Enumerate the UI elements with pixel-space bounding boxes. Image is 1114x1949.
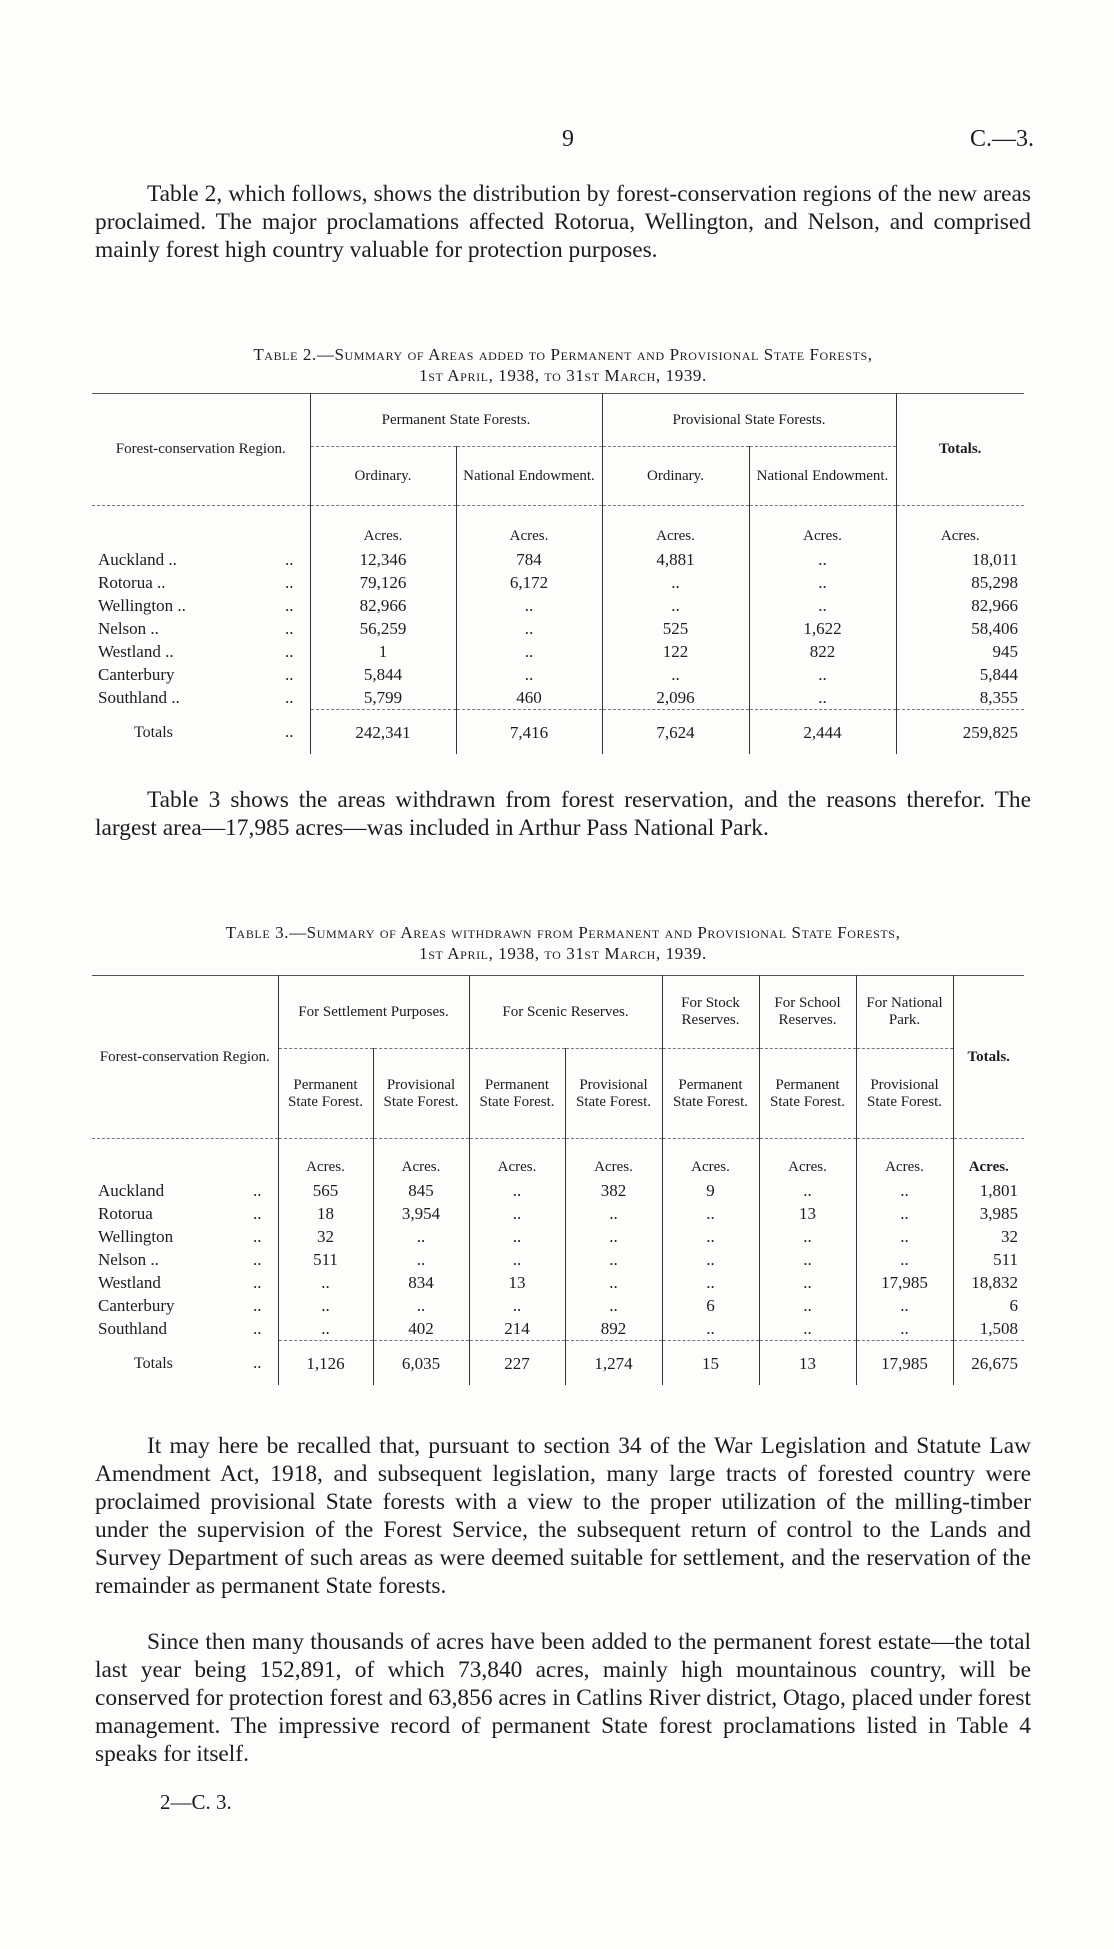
value-cell: ..: [278, 1294, 373, 1317]
value-cell: ..: [662, 1271, 759, 1294]
value-cell: 82,966: [896, 594, 1024, 617]
value-cell: ..: [565, 1202, 662, 1225]
value-cell: ..: [373, 1225, 469, 1248]
value-cell: 892: [565, 1317, 662, 1341]
middle-paragraph-text: Table 3 shows the areas withdrawn from forest reservation, and the reasons therefor. The largest area—17,985 acres—was included in Arthur Pass National Park.: [95, 787, 1031, 841]
value-cell: ..: [662, 1225, 759, 1248]
table2-header-region: Forest-conservation Region.: [92, 394, 310, 506]
total-cell: 6,035: [373, 1341, 469, 1386]
value-cell: 12,346: [310, 548, 456, 571]
paragraph-4: [95, 1628, 1031, 1768]
value-cell: ..: [456, 617, 602, 640]
table3: [92, 975, 1024, 1385]
footer-signature: 2—C. 3.: [160, 1790, 232, 1814]
value-cell: ..: [602, 663, 749, 686]
table-row: [92, 571, 1024, 594]
total-cell: 1,126: [278, 1341, 373, 1386]
value-cell: 5,844: [310, 663, 456, 686]
value-cell: ..: [469, 1248, 565, 1271]
region-cell: Auckland .. ..: [98, 550, 294, 569]
value-cell: ..: [469, 1179, 565, 1202]
region-cell: Westland .. ..: [98, 642, 294, 661]
table2-unit: Acres.: [310, 506, 456, 549]
value-cell: ..: [278, 1317, 373, 1341]
value-cell: ..: [749, 571, 896, 594]
region-cell: Auckland ..: [98, 1181, 262, 1200]
table3-caption: [95, 922, 1031, 964]
value-cell: ..: [278, 1271, 373, 1294]
value-cell: ..: [759, 1179, 856, 1202]
table3-unit: Acres.: [759, 1139, 856, 1180]
table3-caption-line2: 1st April, 1938, to 31st March, 1939.: [419, 944, 707, 963]
table2-header-permanent: Permanent State Forests.: [310, 394, 602, 447]
total-cell: 259,825: [896, 710, 1024, 755]
value-cell: 6,172: [456, 571, 602, 594]
value-cell: ..: [759, 1225, 856, 1248]
totals-label-cell: Totals ..: [134, 721, 294, 741]
table2-header-ordinary-provisional: Ordinary.: [602, 447, 749, 506]
region-cell: Canterbury ..: [98, 665, 294, 684]
value-cell: 6: [662, 1294, 759, 1317]
value-cell: 1,622: [749, 617, 896, 640]
region-cell: Rotorua ..: [98, 1204, 262, 1223]
total-cell: 7,416: [456, 710, 602, 755]
value-cell: 56,259: [310, 617, 456, 640]
region-cell: Wellington .. ..: [98, 596, 294, 615]
table2-totals-row: [92, 710, 1024, 755]
value-cell: 18,832: [953, 1271, 1024, 1294]
value-cell: 85,298: [896, 571, 1024, 594]
value-cell: ..: [565, 1294, 662, 1317]
paragraph-3: [95, 1432, 1031, 1600]
intro-paragraph-text: Table 2, which follows, shows the distribution by forest-conservation regions of the new areas proclaimed. The major proclamations affected Rotorua, Wellington, and Nelson, and comprised mainly forest high country valuable for protection purposes.: [95, 181, 1031, 263]
table3-totals-row: [92, 1341, 1024, 1386]
value-cell: ..: [456, 594, 602, 617]
value-cell: ..: [602, 594, 749, 617]
value-cell: ..: [856, 1225, 953, 1248]
table3-unit: Acres.: [278, 1139, 373, 1180]
value-cell: ..: [373, 1294, 469, 1317]
table3-header-perm: Permanent State Forest.: [278, 1049, 373, 1139]
total-cell: 227: [469, 1341, 565, 1386]
table2-caption-line2: 1st April, 1938, to 31st March, 1939.: [419, 366, 707, 385]
value-cell: ..: [749, 686, 896, 710]
value-cell: ..: [469, 1202, 565, 1225]
value-cell: 3,954: [373, 1202, 469, 1225]
value-cell: 5,844: [896, 663, 1024, 686]
table2-caption: [95, 344, 1031, 386]
value-cell: ..: [469, 1294, 565, 1317]
value-cell: ..: [749, 663, 896, 686]
table3-header-park: For National Park.: [856, 976, 953, 1049]
table3-unit: Acres.: [856, 1139, 953, 1180]
value-cell: ..: [456, 663, 602, 686]
value-cell: 6: [953, 1294, 1024, 1317]
region-cell: Wellington ..: [98, 1227, 262, 1246]
table3-header-region: Forest-conservation Region.: [92, 976, 278, 1139]
value-cell: ..: [856, 1202, 953, 1225]
table-row: [92, 1202, 1024, 1225]
table3-unit: Acres.: [373, 1139, 469, 1180]
table3-header-perm: Permanent State Forest.: [662, 1049, 759, 1139]
value-cell: ..: [565, 1225, 662, 1248]
value-cell: 402: [373, 1317, 469, 1341]
table3-header-prov: Provisional State Forest.: [856, 1049, 953, 1139]
middle-paragraph: [95, 786, 1031, 842]
value-cell: ..: [469, 1225, 565, 1248]
table2-caption-line1: Table 2.—Summary of Areas added to Permanent and Provisional State Forests,: [253, 345, 873, 364]
value-cell: ..: [602, 571, 749, 594]
value-cell: ..: [749, 548, 896, 571]
region-cell: Nelson .. ..: [98, 1250, 262, 1269]
table3-header-perm: Permanent State Forest.: [469, 1049, 565, 1139]
value-cell: 460: [456, 686, 602, 710]
table3-header-totals: Totals.: [953, 976, 1024, 1139]
table-row: [92, 640, 1024, 663]
value-cell: 1: [310, 640, 456, 663]
value-cell: 4,881: [602, 548, 749, 571]
total-cell: 17,985: [856, 1341, 953, 1386]
value-cell: 5,799: [310, 686, 456, 710]
table-row: [92, 663, 1024, 686]
value-cell: 834: [373, 1271, 469, 1294]
value-cell: 1,801: [953, 1179, 1024, 1202]
table2-header-ordinary: Ordinary.: [310, 447, 456, 506]
table3-unit: Acres.: [662, 1139, 759, 1180]
value-cell: 525: [602, 617, 749, 640]
table-row: [92, 617, 1024, 640]
value-cell: 17,985: [856, 1271, 953, 1294]
table2-header-totals: Totals.: [896, 394, 1024, 506]
region-cell: Rotorua .. ..: [98, 573, 294, 592]
table-row: [92, 686, 1024, 710]
value-cell: 511: [953, 1248, 1024, 1271]
region-cell: Nelson .. ..: [98, 619, 294, 638]
value-cell: 79,126: [310, 571, 456, 594]
value-cell: 32: [278, 1225, 373, 1248]
table3-header-perm: Permanent State Forest.: [759, 1049, 856, 1139]
value-cell: 58,406: [896, 617, 1024, 640]
table-row: [92, 1248, 1024, 1271]
value-cell: 13: [759, 1202, 856, 1225]
total-cell: 13: [759, 1341, 856, 1386]
table3-header-prov: Provisional State Forest.: [565, 1049, 662, 1139]
value-cell: ..: [662, 1317, 759, 1341]
value-cell: 945: [896, 640, 1024, 663]
value-cell: ..: [856, 1294, 953, 1317]
table3-unit: Acres.: [469, 1139, 565, 1180]
value-cell: 214: [469, 1317, 565, 1341]
value-cell: ..: [456, 640, 602, 663]
table-row: [92, 1317, 1024, 1341]
value-cell: ..: [565, 1248, 662, 1271]
table3-header-settlement: For Settlement Purposes.: [278, 976, 469, 1049]
value-cell: ..: [565, 1271, 662, 1294]
value-cell: 511: [278, 1248, 373, 1271]
value-cell: 82,966: [310, 594, 456, 617]
value-cell: 784: [456, 548, 602, 571]
value-cell: 9: [662, 1179, 759, 1202]
page-number: 9: [562, 126, 574, 152]
value-cell: 18,011: [896, 548, 1024, 571]
value-cell: 8,355: [896, 686, 1024, 710]
value-cell: 32: [953, 1225, 1024, 1248]
total-cell: 26,675: [953, 1341, 1024, 1386]
value-cell: ..: [662, 1248, 759, 1271]
value-cell: ..: [373, 1248, 469, 1271]
table3-header-school: For School Reserves.: [759, 976, 856, 1049]
value-cell: 18: [278, 1202, 373, 1225]
total-cell: 2,444: [749, 710, 896, 755]
value-cell: ..: [856, 1317, 953, 1341]
value-cell: 1,508: [953, 1317, 1024, 1341]
value-cell: ..: [749, 594, 896, 617]
value-cell: 565: [278, 1179, 373, 1202]
totals-label-cell: Totals ..: [134, 1352, 262, 1372]
value-cell: 3,985: [953, 1202, 1024, 1225]
value-cell: ..: [856, 1248, 953, 1271]
region-cell: Southland .. ..: [98, 688, 294, 708]
value-cell: 122: [602, 640, 749, 663]
paragraph-3-text: It may here be recalled that, pursuant to section 34 of the War Legislation and Statute Law Amendment Act, 1918, and subsequent legislation, many large tracts of forested country were proclaimed provisional State forests with a view to the proper utilization of the milling-timber under the supervision of the Forest Service, the subsequent return of control to the Lands and Survey Department of such areas as were deemed suitable for settlement, and the reservation of the remainder as permanent State forests.: [95, 1433, 1031, 1599]
value-cell: 822: [749, 640, 896, 663]
table-row: [92, 1271, 1024, 1294]
value-cell: ..: [662, 1202, 759, 1225]
table2-unit: Acres.: [602, 506, 749, 549]
table2-unit: Acres.: [456, 506, 602, 549]
total-cell: 242,341: [310, 710, 456, 755]
paragraph-4-text: Since then many thousands of acres have been added to the permanent forest estate—the total last year being 152,891, of which 73,840 acres, mainly high mountainous country, will be conserved for protection forest and 63,856 acres in Catlins River district, Otago, placed under forest management. The impressive record of permanent State forest proclamations listed in Table 4 speaks for itself.: [95, 1629, 1031, 1767]
value-cell: ..: [759, 1294, 856, 1317]
total-cell: 7,624: [602, 710, 749, 755]
table2-header-endowment: National Endowment.: [456, 447, 602, 506]
table-row: [92, 1294, 1024, 1317]
value-cell: ..: [759, 1271, 856, 1294]
value-cell: ..: [759, 1317, 856, 1341]
table3-caption-line1: Table 3.—Summary of Areas withdrawn from Permanent and Provisional State Forests,: [225, 923, 901, 942]
table-row: [92, 594, 1024, 617]
region-cell: Westland ..: [98, 1273, 262, 1292]
table3-unit: Acres.: [953, 1139, 1024, 1180]
table3-header-scenic: For Scenic Reserves.: [469, 976, 662, 1049]
region-cell: Southland ..: [98, 1319, 262, 1339]
table-row: [92, 1225, 1024, 1248]
table3-header-prov: Provisional State Forest.: [373, 1049, 469, 1139]
table2-header-provisional: Provisional State Forests.: [602, 394, 896, 447]
table-row: [92, 548, 1024, 571]
value-cell: 13: [469, 1271, 565, 1294]
intro-paragraph: [95, 180, 1031, 264]
value-cell: 2,096: [602, 686, 749, 710]
value-cell: ..: [856, 1179, 953, 1202]
table-row: [92, 1179, 1024, 1202]
region-cell: Canterbury ..: [98, 1296, 262, 1315]
document-reference: C.—3.: [969, 126, 1034, 152]
total-cell: 15: [662, 1341, 759, 1386]
value-cell: ..: [759, 1248, 856, 1271]
table3-unit: Acres.: [565, 1139, 662, 1180]
value-cell: 845: [373, 1179, 469, 1202]
table2-header-endowment-provisional: National Endowment.: [749, 447, 896, 506]
table3-header-stock: For Stock Reserves.: [662, 976, 759, 1049]
table2-unit: Acres.: [896, 506, 1024, 549]
value-cell: 382: [565, 1179, 662, 1202]
table2: [92, 393, 1024, 754]
total-cell: 1,274: [565, 1341, 662, 1386]
table2-unit: Acres.: [749, 506, 896, 549]
